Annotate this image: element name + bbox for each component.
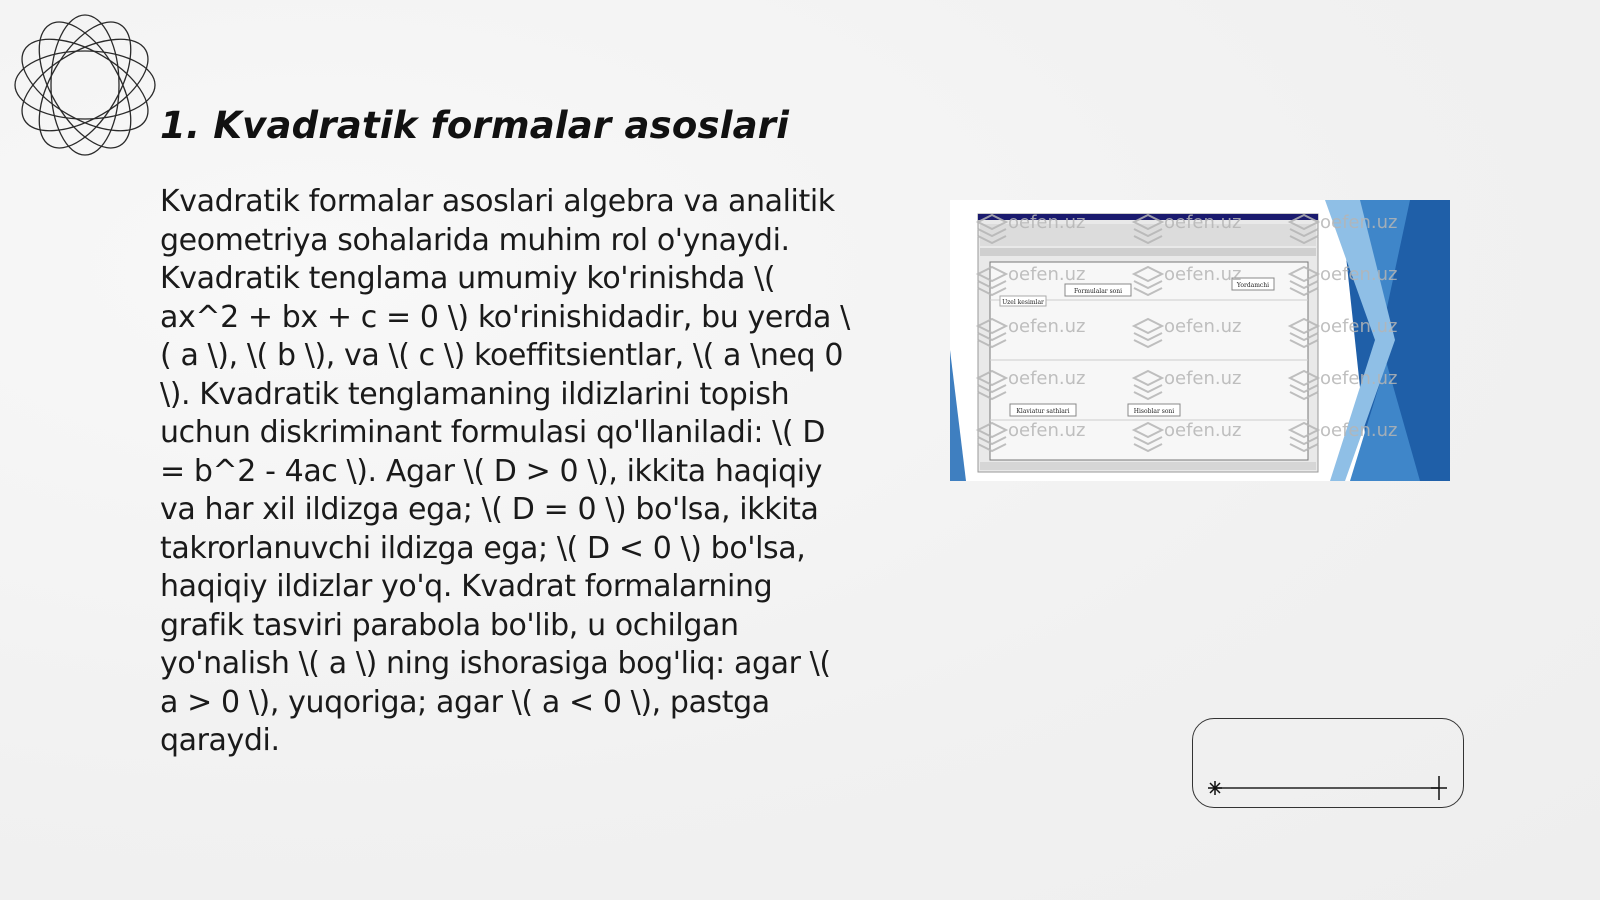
watermark-text: oefen.uz: [1320, 212, 1398, 233]
window-button-label: Klaviatur sathlari: [1016, 408, 1070, 415]
watermark-text: oefen.uz: [1008, 264, 1086, 285]
watermark-text: oefen.uz: [1008, 420, 1086, 441]
window-button-label: Uzel kesimlar: [1002, 299, 1044, 306]
cross-star-icon: [1431, 776, 1447, 800]
window-button-label: Yordamchi: [1236, 282, 1270, 289]
decorative-frame: [1192, 718, 1464, 808]
watermark-text: oefen.uz: [1320, 316, 1398, 337]
watermark-text: oefen.uz: [1320, 368, 1398, 389]
window-button-label: Hisoblar soni: [1133, 408, 1175, 415]
watermark-text: oefen.uz: [1008, 368, 1086, 389]
sparkle-icon: [1208, 781, 1222, 795]
watermark-text: oefen.uz: [1008, 316, 1086, 337]
software-screenshot-image: [950, 200, 1450, 481]
watermark-text: oefen.uz: [1164, 420, 1242, 441]
watermark-text: oefen.uz: [1164, 212, 1242, 233]
window-button-label: Formulalar soni: [1073, 288, 1123, 295]
watermark-text: oefen.uz: [1164, 368, 1242, 389]
watermark-text: oefen.uz: [1320, 420, 1398, 441]
watermark-text: oefen.uz: [1164, 316, 1242, 337]
watermark-text: oefen.uz: [1164, 264, 1242, 285]
slide-title: 1. Kvadratik formalar asoslari: [160, 104, 790, 147]
watermark-text: oefen.uz: [1320, 264, 1398, 285]
slide-body-text: Kvadratik formalar asoslari algebra va analitik geometriya sohalarida muhim rol o'ynaydi. Kvadratik tenglama umumiy ko'rinishda \( ax^2 + bx + c = 0 \) ko'rinishidadir, bu yerda \( a \), \( b \), va \( c \) koeffitsientlar, \( a \neq 0 \). Kvadratik tenglamaning ildizlarini topish uchun diskriminant formulasi qo'llaniladi: \( D = b^2 - 4ac \). Agar \( D > 0 \), ikkita haqiqiy va har xil ildizga ega; \( D = 0 \) bo'lsa, ikkita takrorlanuvchi ildizga ega; \( D < 0 \) bo'lsa, haqiqiy ildizlar yo'q. Kvadrat formalarning grafik tasviri parabola bo'lib, u ochilgan yo'nalish \( a \) ning ishorasiga bog'liq: agar \( a > 0 \), yuqoriga; agar \( a < 0 \), pastga qaraydi.: [160, 184, 850, 758]
watermark-text: oefen.uz: [1008, 212, 1086, 233]
orbit-rings-icon: [10, 10, 160, 160]
